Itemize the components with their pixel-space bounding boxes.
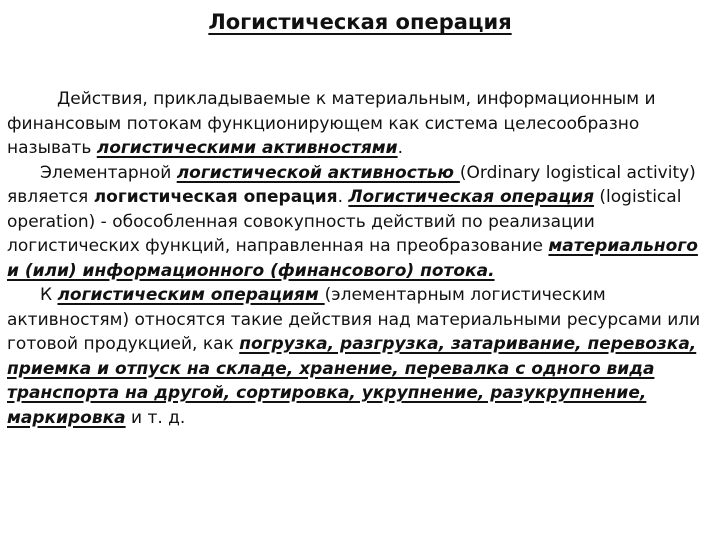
emphasized-term: логистическим операциям [57, 285, 325, 305]
emphasized-term: Логистическая операция [348, 187, 595, 207]
bold-term: логистическая операция [93, 187, 338, 207]
emphasized-term: логистической активностью [176, 162, 460, 183]
paragraph-logistical-operation-definition [7, 161, 713, 284]
text-run: . [337, 187, 349, 207]
body-text [7, 87, 713, 430]
emphasized-term: логистическими активностями [96, 138, 398, 158]
text-run: (элементарным логистическим активностям) относятся такие действия над материальными ресурсами или готовой продукцией, как [7, 285, 701, 354]
text-run: . [397, 138, 404, 158]
slide-title [0, 8, 720, 36]
emphasized-term: погрузка, разгрузка, затаривание, перевозка, приемка и отпуск на складе, хранение, перевалка с одного вида транспорта на другой, сортировка, укрупнение, разукрупнение, маркировка [7, 334, 697, 428]
paragraph-operation-examples [7, 283, 713, 430]
emphasized-term: материального и (или) информационного (финансового) потока. [7, 236, 698, 281]
text-run: Действия, прикладываемые к материальным, информационным и финансовым потокам функционирующем как система целесообразно называть [7, 89, 656, 158]
text-run: (logistical operation) - обособленная совокупность действий по реализации логистических функций, направленная на преобразование [7, 187, 682, 256]
text-run: К [40, 285, 58, 305]
paragraph-logistical-activities [7, 87, 713, 161]
text-run: и т. д. [125, 407, 186, 428]
text-run: (Ordinary logistical activity) является [7, 162, 696, 207]
text-run: Элементарной [40, 162, 177, 183]
slide-title-text: Логистическая операция [208, 10, 512, 34]
